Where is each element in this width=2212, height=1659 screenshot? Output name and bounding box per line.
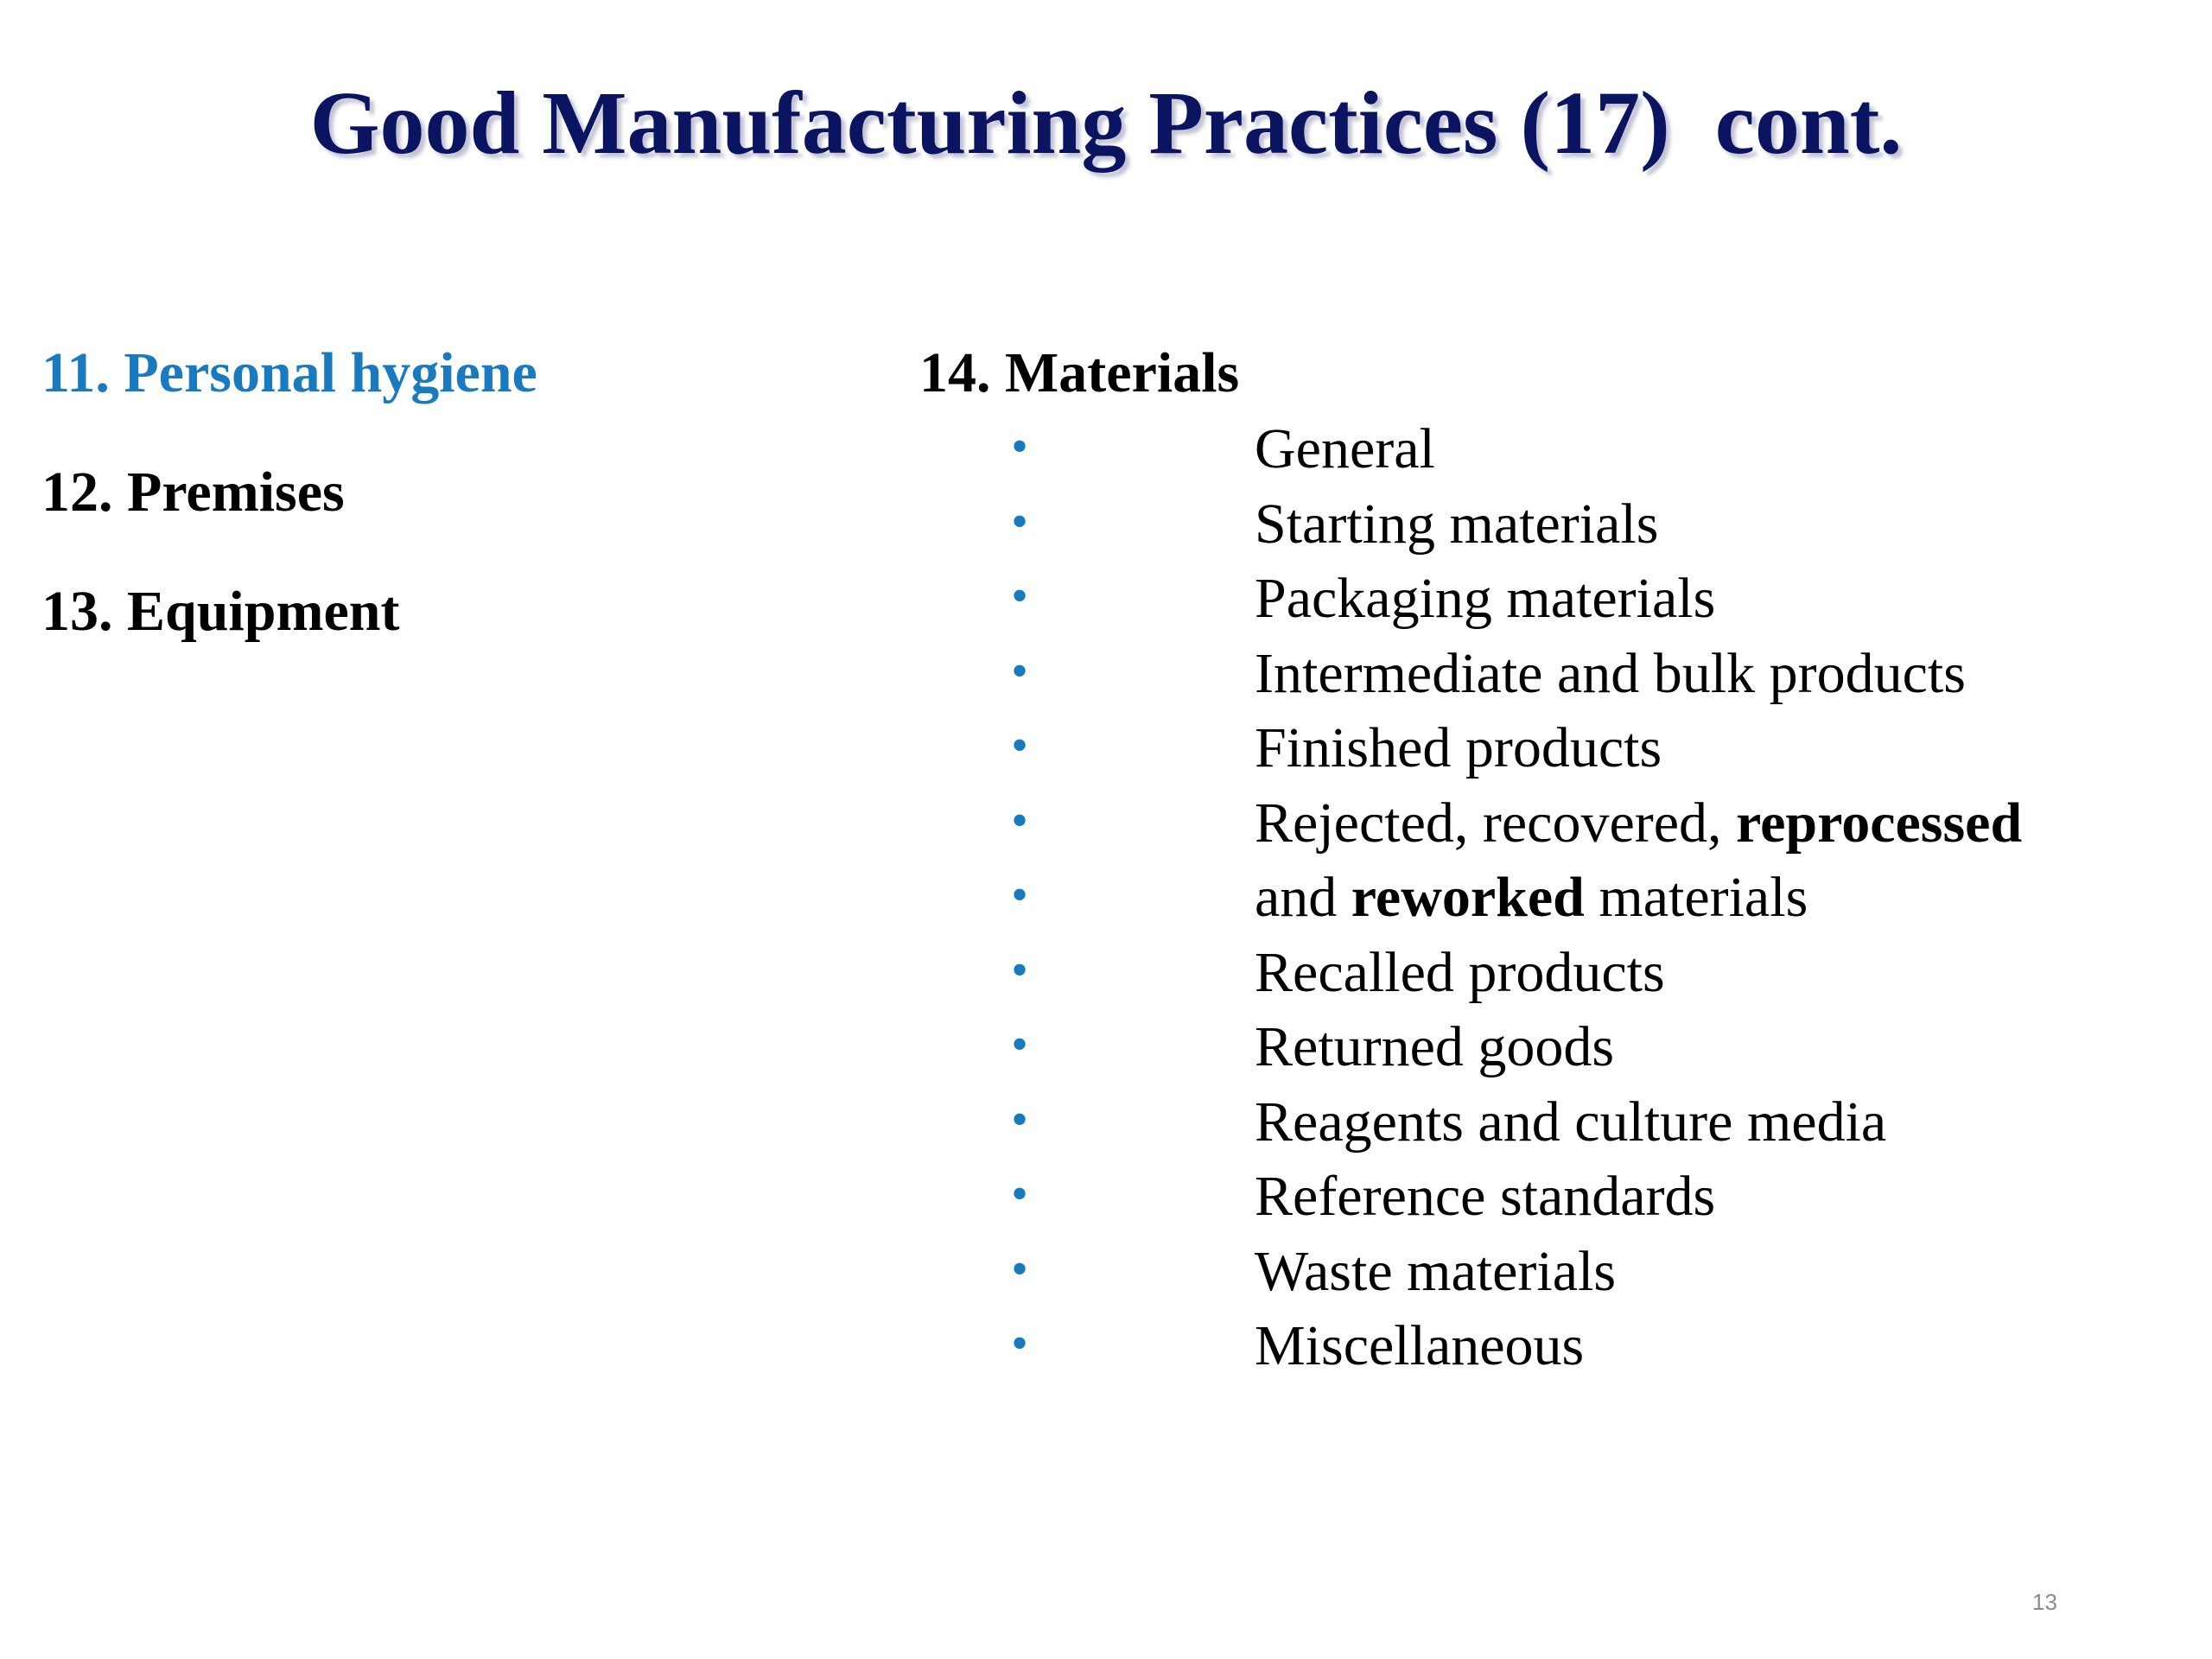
bullet-icon: • <box>1011 1018 1028 1071</box>
list-item-text-part: and <box>1255 866 1351 929</box>
list-item <box>919 863 1808 938</box>
list-item <box>919 714 1662 789</box>
list-item-text: Finished products <box>1255 716 1662 779</box>
list-item <box>919 415 1435 490</box>
bullet-icon: • <box>1011 1317 1028 1370</box>
page-number: 13 <box>2032 1589 2057 1615</box>
bullet-icon: • <box>1011 793 1028 848</box>
list-item-text: Intermediate and bulk products <box>1255 641 1966 705</box>
bullet-icon: • <box>1011 1242 1028 1296</box>
bullet-icon: • <box>1011 569 1028 623</box>
topic-personal-hygiene: 11. Personal hygiene <box>41 341 537 404</box>
topic-equipment: 13. Equipment <box>41 580 400 643</box>
list-item <box>919 1162 1716 1237</box>
bullet-icon: • <box>1011 943 1028 997</box>
list-item-emphasis: reprocessed <box>1736 791 2023 855</box>
list-item-text: Miscellaneous <box>1255 1314 1585 1377</box>
slide-title: Good Manufacturing Practices (17) cont. <box>309 73 1903 173</box>
left-topic-list <box>41 339 537 696</box>
list-item-text: Recalled products <box>1255 940 1665 1004</box>
list-item <box>919 1312 1585 1387</box>
list-item-emphasis: reworked <box>1351 866 1585 929</box>
materials-bullet-list <box>919 415 2023 1387</box>
bullet-icon: • <box>1011 420 1028 474</box>
section-heading: 14. Materials <box>919 341 1240 404</box>
list-item-text: Waste materials <box>1255 1239 1617 1303</box>
list-item-text: Starting materials <box>1255 492 1659 556</box>
list-item-text-part: materials <box>1584 866 1808 929</box>
list-item-text: Reagents and culture media <box>1255 1090 1887 1154</box>
list-item-text: Packaging materials <box>1255 567 1716 630</box>
list-item-text <box>1255 863 1808 932</box>
list-item <box>919 1088 1887 1163</box>
bullet-icon: • <box>1011 1167 1028 1221</box>
bullet-icon: • <box>1011 644 1028 698</box>
list-item-text: Reference standards <box>1255 1165 1716 1228</box>
bullet-icon: • <box>1011 868 1028 922</box>
list-item-text <box>1255 789 2022 858</box>
list-item <box>919 789 2023 864</box>
bullet-icon: • <box>1011 719 1028 772</box>
list-item-text: Returned goods <box>1255 1015 1615 1078</box>
materials-section <box>919 339 2023 1387</box>
topic-premises: 12. Premises <box>41 461 345 524</box>
list-item <box>919 1237 1617 1313</box>
list-item <box>919 938 1665 1014</box>
bullet-icon: • <box>1011 494 1028 549</box>
list-item <box>919 639 1966 715</box>
bullet-icon: • <box>1011 1092 1028 1147</box>
list-item-text-part: Rejected, recovered, <box>1255 791 1737 855</box>
list-item <box>919 1013 1615 1088</box>
list-item <box>919 564 1716 639</box>
list-item-text: General <box>1255 417 1435 480</box>
list-item <box>919 490 1659 565</box>
